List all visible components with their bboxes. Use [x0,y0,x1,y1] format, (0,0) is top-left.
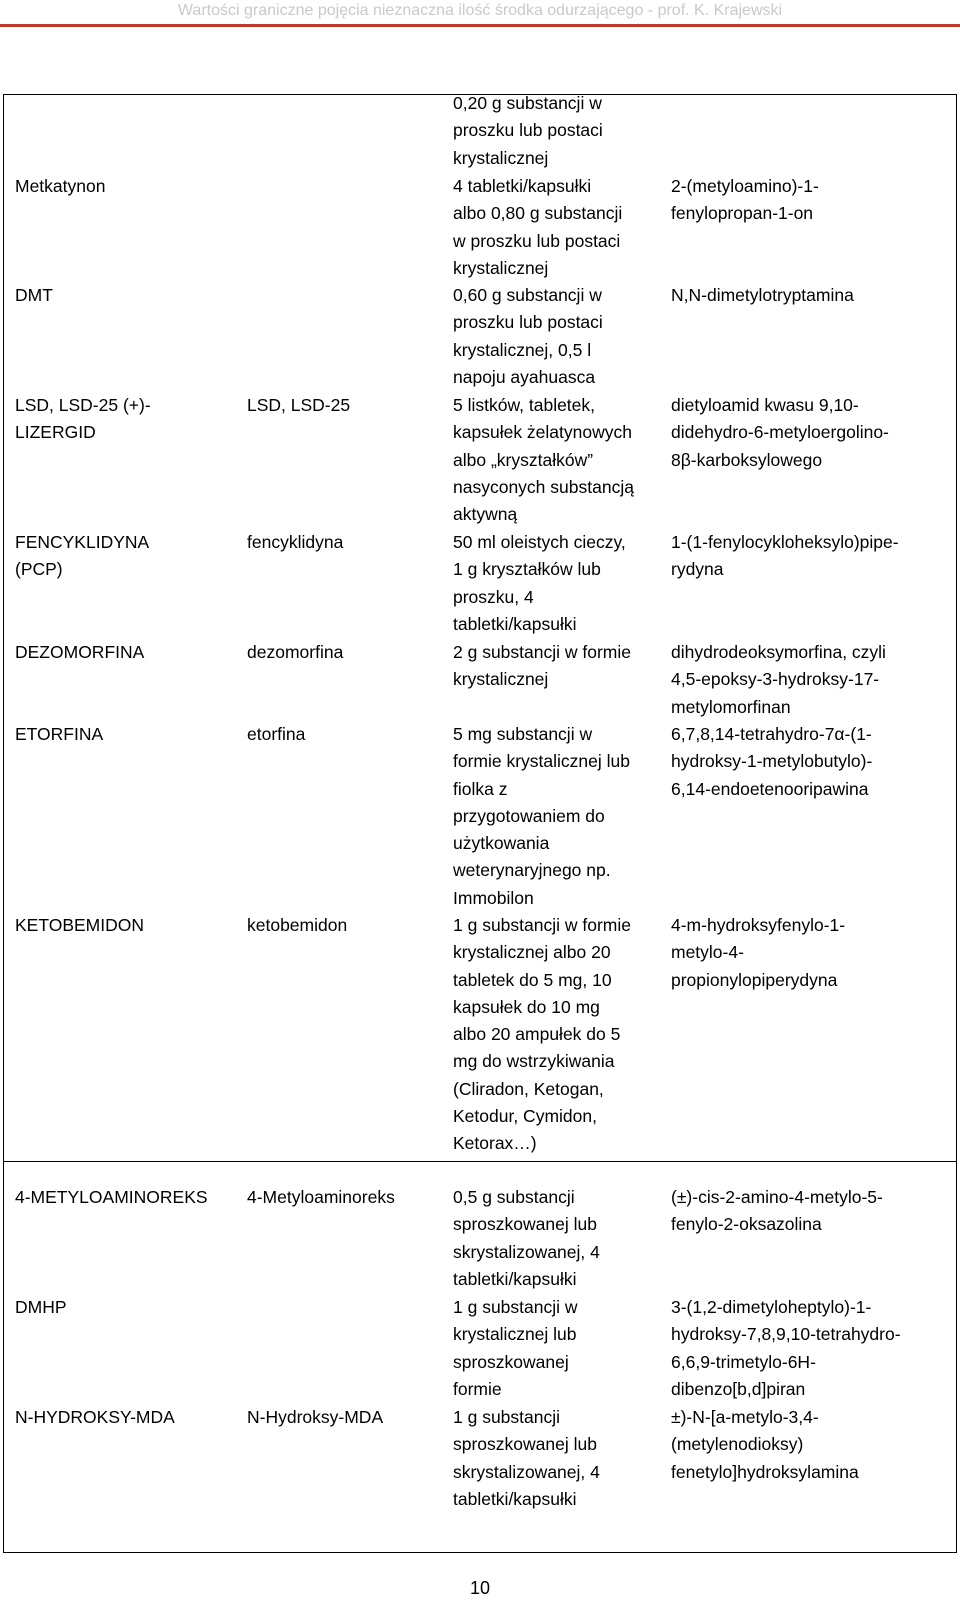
substance-name-cell: DMT [15,285,53,305]
running-header-title: Wartości graniczne pojęcia nieznaczna ilość środka odurzającego - prof. K. Krajewski [177,2,783,19]
chemical-name-cell: dihydrodeoksymorfina, czyli 4,5-epoksy-3-hydroksy-17- metylomorfinan [671,642,886,717]
page-number: 10 [469,1578,491,1598]
running-header [0,0,960,26]
amount-cell: 1 g substancji sproszkowanej lub skrystalizowanej, 4 tabletki/kapsułki [453,1407,600,1509]
substance-name-cell: Metkatynon [15,176,106,196]
chemical-name-cell: ±)-N-[a-metylo-3,4- (metylenodioksy) fenetylo]hydroksylamina [671,1407,859,1482]
amount-cell: 50 ml oleistych cieczy, 1 g kryształków lub proszku, 4 tabletki/kapsułki [453,532,626,634]
amount-cell: 2 g substancji w formie krystalicznej [453,642,631,690]
chemical-name-cell: (±)-cis-2-amino-4-metylo-5- fenylo-2-oksazolina [671,1187,883,1235]
amount-cell: 1 g substancji w formie krystalicznej albo 20 tabletek do 5 mg, 10 kapsułek do 10 mg albo 20 ampułek do 5 mg do wstrzykiwania (Cliradon, Ketogan, Ketodur, Cymidon, Ketorax…) [453,915,631,1154]
header-divider [0,24,960,27]
substance-name-cell: 4-METYLOAMINOREKS [15,1187,208,1207]
amount-cell: 0,60 g substancji w proszku lub postaci krystalicznej, 0,5 l napoju ayahuasca [453,285,603,387]
substance-alt-name-cell: fencyklidyna [247,532,344,552]
chemical-name-cell: dietyloamid kwasu 9,10- didehydro-6-metyloergolino- 8β-karboksylowego [671,395,889,470]
substance-name-cell: KETOBEMIDON [15,915,145,935]
amount-cell: 4 tabletki/kapsułki albo 0,80 g substancji w proszku lub postaci krystalicznej [453,176,623,278]
amount-cell: 0,20 g substancji w proszku lub postaci krystalicznej [453,93,603,168]
chemical-name-cell: 1-(1-fenylocykloheksylo)pipe- rydyna [671,532,899,580]
chemical-name-cell: 4-m-hydroksyfenylo-1- metylo-4- propionylopiperydyna [671,915,846,990]
substance-alt-name-cell: etorfina [247,724,306,744]
substance-alt-name-cell: N-Hydroksy-MDA [247,1407,384,1427]
substance-alt-name-cell: LSD, LSD-25 [247,395,351,415]
table-separator [3,1161,957,1162]
amount-cell: 0,5 g substancji sproszkowanej lub skrystalizowanej, 4 tabletki/kapsułki [453,1187,600,1289]
substance-name-cell: N-HYDROKSY-MDA [15,1407,175,1427]
chemical-name-cell: 2-(metyloamino)-1- fenylopropan-1-on [671,176,819,224]
amount-cell: 1 g substancji w krystalicznej lub sproszkowanej formie [453,1297,578,1399]
amount-cell: 5 mg substancji w formie krystalicznej lub fiolka z przygotowaniem do użytkowania weterynaryjnego np. Immobilon [453,724,630,908]
substance-name-cell: DMHP [15,1297,67,1317]
substance-name-cell: ETORFINA [15,724,104,744]
amount-cell: 5 listków, tabletek, kapsułek żelatynowych albo „kryształków” nasyconych substancją aktywną [453,395,634,525]
substance-alt-name-cell: 4-Metyloaminoreks [247,1187,395,1207]
chemical-name-cell: N,N-dimetylotryptamina [671,285,854,305]
substance-name-cell: DEZOMORFINA [15,642,145,662]
substance-name-cell: LSD, LSD-25 (+)- LIZERGID [15,395,151,443]
substance-alt-name-cell: dezomorfina [247,642,344,662]
substance-alt-name-cell: ketobemidon [247,915,348,935]
substance-name-cell: FENCYKLIDYNA (PCP) [15,532,150,580]
chemical-name-cell: 3-(1,2-dimetyloheptylo)-1- hydroksy-7,8,9,10-tetrahydro- 6,6,9-trimetylo-6H- dibenzo[b,d]piran [671,1297,901,1399]
chemical-name-cell: 6,7,8,14-tetrahydro-7α-(1- hydroksy-1-metylobutylo)- 6,14-endoetenooripawina [671,724,873,799]
